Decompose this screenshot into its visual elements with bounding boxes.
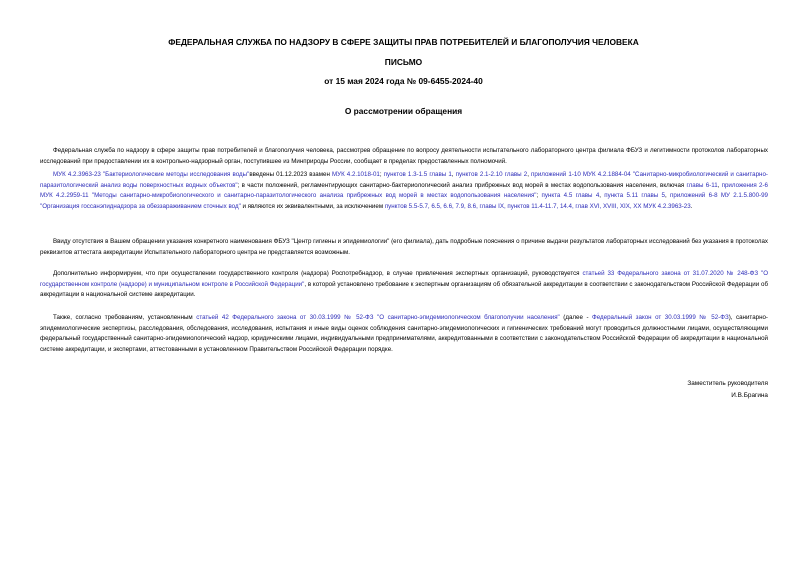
- paragraph-1: [40, 146, 768, 167]
- text-segment: ;: [536, 192, 542, 200]
- link-52-fz[interactable]: Федеральный закон от 30.03.1999 № 52-ФЗ: [592, 314, 729, 321]
- link-muk-4-2-1018-01[interactable]: МУК 4.2.1018-01: [331, 171, 380, 178]
- text-segment: Также, согласно требованиям, установленным: [53, 314, 197, 321]
- text-segment: и являются их эквивалентными, за исключением: [240, 202, 385, 210]
- link-exceptions-muk-4-2-3963-23[interactable]: пунктов 5.5-5.7, 6.5, 6.6, 7.9, 8.6, главы IX, пунктов 11.4-11.7, 14.4, глав XVI, XVIII, XIX, XX МУК 4.2.3963-23: [384, 202, 691, 210]
- text-segment: , в которой установлено требование к экспертным организациям об обязательной аккредитации в соответствии с законодательством Российской Федерации об аккредитации в национальной системе аккредитации.: [40, 280, 769, 299]
- document-type: ПИСЬМО: [384, 57, 423, 67]
- issuing-organization: ФЕДЕРАЛЬНАЯ СЛУЖБА ПО НАДЗОРУ В СФЕРЕ ЗАЩИТЫ ПРАВ ПОТРЕБИТЕЛЕЙ И БЛАГОПОЛУЧИЯ ЧЕЛОВЕКА: [168, 37, 639, 47]
- text-segment: ;: [379, 171, 384, 178]
- link-statya-42-52-fz[interactable]: статьей 42 Федерального закона от 30.03.1999 № 52-ФЗ "О санитарно-эпидемиологическом благополучии населения": [196, 314, 560, 321]
- link-mu-2-1-5-800-99[interactable]: приложений 6-8 МУ 2.1.5.800-99 "Организация госсанэпиднадзора за обеззараживанием сточных вод": [40, 192, 768, 210]
- text-segment: ,: [527, 171, 532, 178]
- text-segment: введены 01.12.2023 взамен: [249, 171, 332, 178]
- text-segment: .: [690, 202, 693, 210]
- text-segment: ,: [665, 192, 671, 200]
- link-punkt-4-5[interactable]: пункта 4.5 главы 4: [541, 192, 600, 200]
- link-punkty-1-3-1-5[interactable]: пунктов 1.3-1.5 главы 1: [383, 171, 452, 178]
- link-muk-4-2-1884-04[interactable]: приложений 1-10 МУК 4.2.1884-04 "Санитарно-микробиологический и санитарно-паразитологический анализ воды поверхностных водных объектов": [40, 171, 768, 189]
- link-punkty-2-1-2-10[interactable]: пунктов 2.1-2.10 главы 2: [455, 171, 528, 178]
- paragraph-5: [40, 313, 768, 355]
- text-segment: Дополнительно информируем, что при осуществлении государственного контроля (надзора) Роспотребнадзор, в случае привлечения экспертных организаций, руководствуется: [53, 270, 583, 277]
- text-segment: ; в части положений, регламентирующих санитарно-бактериологический анализ прибрежных вод морей в местах водопользования населения, включая: [237, 181, 687, 189]
- paragraph-2: [40, 170, 768, 212]
- link-muk-4-2-2959-11[interactable]: приложения 2-6 МУК 4.2.2959-11 "Методы санитарно-микробиологического и санитарно-паразитологического анализа прибрежных вод морей в местах водопользования населения": [40, 181, 768, 200]
- text-segment: ,: [451, 171, 456, 178]
- paragraph-3-text: Ввиду отсутствия в Вашем обращении указания конкретного наименования ФБУЗ "Центр гигиены и эпидемиологии" (его филиала), дать подробные пояснения о причине выдачи результатов лабораторных исследований без указания в протоколах реквизитов аттестата аккредитации Испытательного лабораторного центра не представляется возможным.: [40, 238, 768, 256]
- link-muk-4-2-3963-23[interactable]: МУК 4.2.3963-23 "Бактериологические методы исследования воды": [53, 171, 250, 178]
- paragraph-1-text: Федеральная служба по надзору в сфере защиты прав потребителей и благополучия человека, рассмотрев обращение по вопросу деятельности испытательного лабораторного центра филиала ФБУЗ и легитимности протоколов лабораторных исследований при предоставлении их в контрольно-надзорный орган, поступившее из Минприроды России, сообщает в пределах предоставленных полномочий.: [40, 147, 768, 165]
- link-punkt-5-11[interactable]: пункта 5.11 главы 5: [604, 192, 666, 200]
- signatory-role: Заместитель руководителя: [687, 380, 768, 387]
- text-segment: ,: [599, 192, 605, 200]
- text-segment: ,: [717, 181, 722, 189]
- paragraph-3: [40, 237, 768, 258]
- link-statya-33-248-fz[interactable]: статьей 33 Федерального закона от 31.07.2020 № 248-ФЗ "О государственном контроле (надзоре) и муниципальном контроле в Российской Федерации": [40, 270, 769, 288]
- paragraph-5-text: [40, 313, 768, 355]
- signatory-name: И.В.Брагина: [731, 392, 768, 399]
- link-glavy-6-11[interactable]: главы 6-11: [686, 181, 718, 189]
- document-subject: О рассмотрении обращения: [344, 106, 463, 116]
- paragraph-4: [40, 269, 768, 301]
- text-segment: (далее -: [559, 314, 593, 321]
- paragraph-4-text: [40, 269, 768, 301]
- document-date-number: от 15 мая 2024 года № 09-6455-2024-40: [324, 76, 483, 86]
- paragraph-2-text: [40, 170, 768, 212]
- text-segment: ), санитарно-эпидемиологические экспертизы, расследования, обследования, исследования, испытания и иные виды оценок соблюдения санитарно-эпидемиологических и гигиенических требований могут проводиться должностными лицами, осуществляющими федеральный государственный санитарно-эпидемиологический надзор, юридическими лицами, индивидуальными предпринимателями, аккредитованными в соответствии с законодательством Российской Федерации об аккредитации в национальной системе аккредитации, и экспертами, аттестованными в установленном Правительством Российской Федерации порядке.: [40, 314, 768, 353]
